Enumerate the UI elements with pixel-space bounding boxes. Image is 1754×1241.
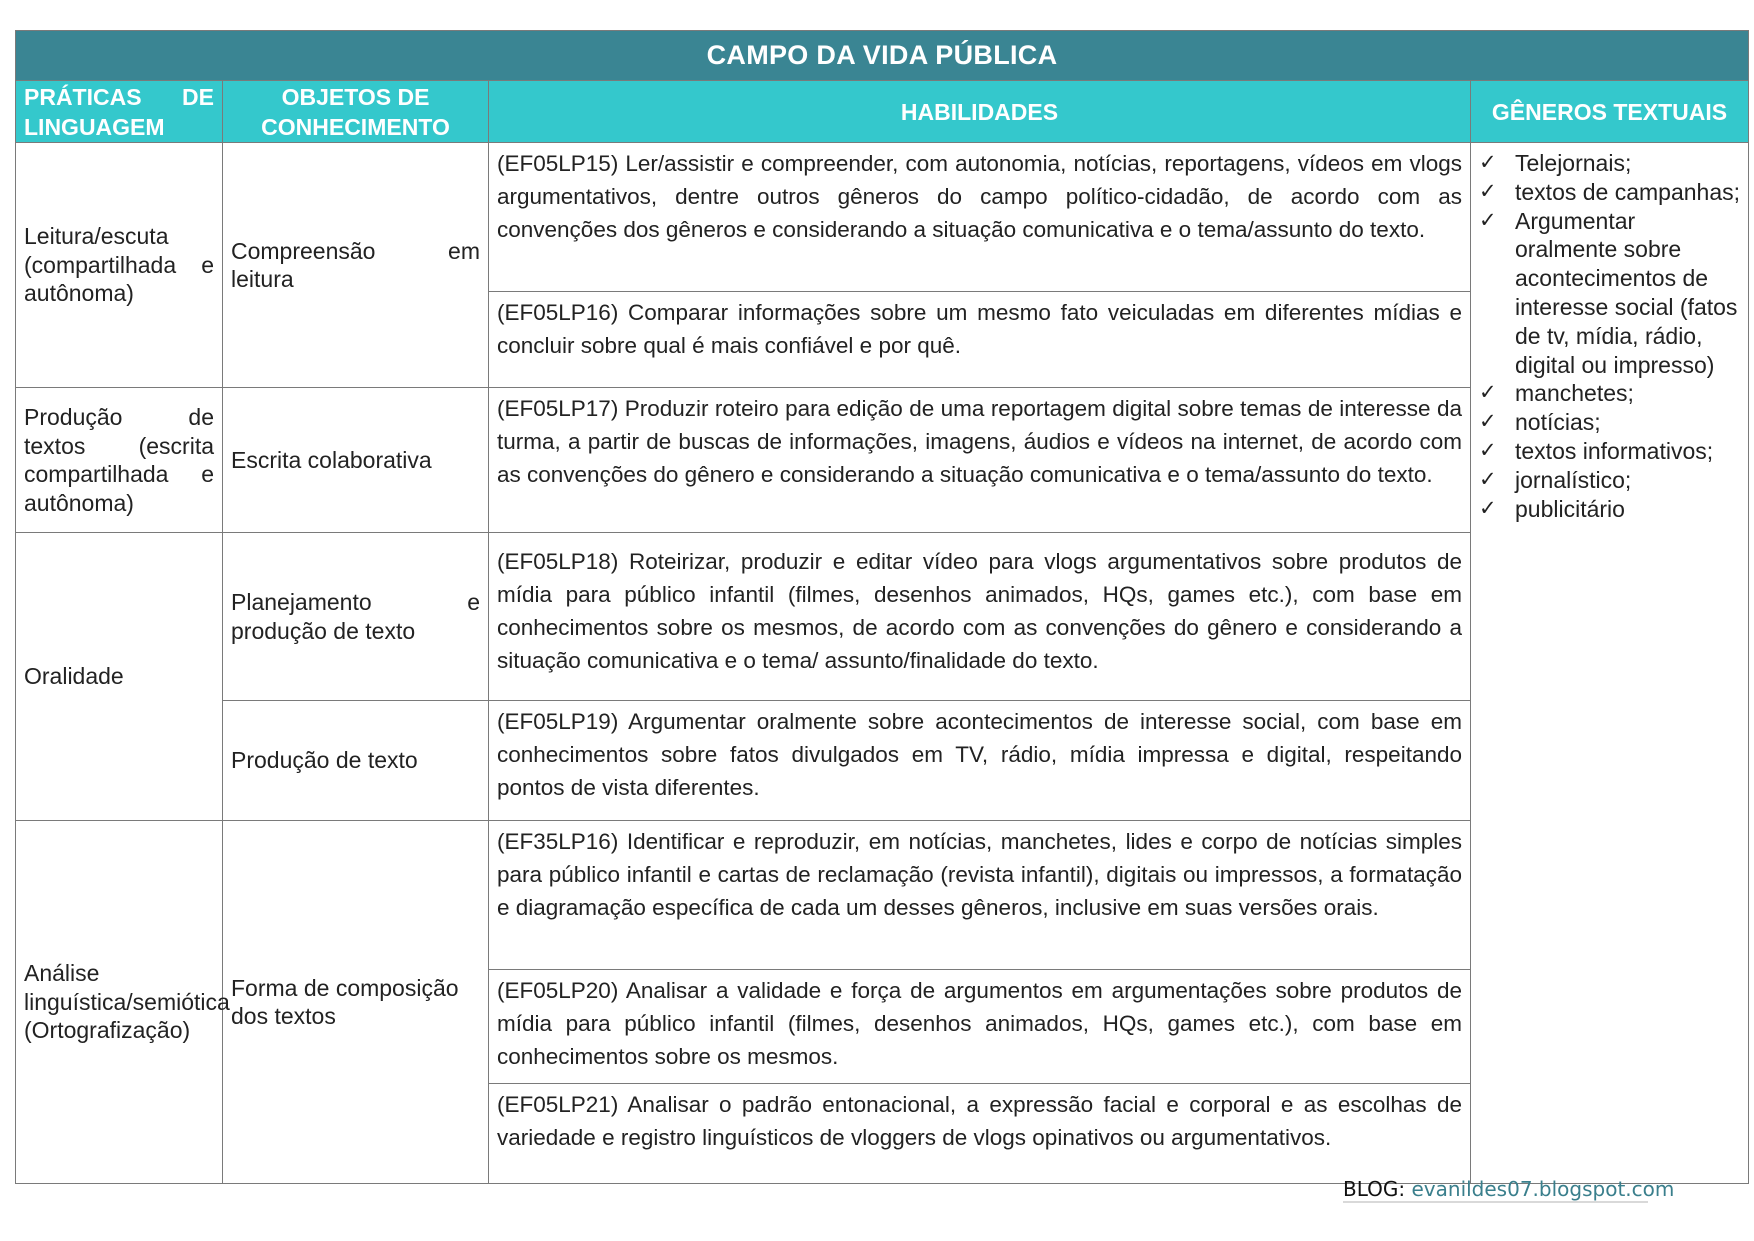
habilidade-ef05lp16: (EF05LP16) Comparar informações sobre um mesmo fato veiculadas em diferentes mídias e concluir sobre qual é mais confiável e por quê. xyxy=(489,292,1471,388)
habilidade-ef05lp21: (EF05LP21) Analisar o padrão entonacional, a expressão facial e corporal e as escolhas de variedade e registro linguísticos de vloggers de vlogs opinativos ou argumentativos. xyxy=(489,1084,1471,1184)
document-page xyxy=(15,30,1748,1184)
header-objetos: OBJETOS DE CONHECIMENTO xyxy=(223,81,489,143)
habilidade-ef05lp18: (EF05LP18) Roteirizar, produzir e editar vídeo para vlogs argumentativos sobre produtos de mídia para público infantil (filmes, desenhos animados, HQs, games etc.), com base em conhecimentos sobre os mesmos, de acordo com as convenções do gênero e considerando a situação comunicativa e o tema/ assunto/finalidade do texto. xyxy=(489,533,1471,701)
list-item: ✓ publicitário xyxy=(1479,495,1625,522)
list-item: ✓ jornalístico; xyxy=(1479,466,1632,493)
check-icon: ✓ xyxy=(1479,438,1497,462)
habilidade-ef05lp20: (EF05LP20) Analisar a validade e força de argumentos em argumentações sobre produtos de mídia para público infantil (filmes, desenhos animados, HQs, games etc.), com base em conhecimentos sobre os mesmos. xyxy=(489,970,1471,1084)
list-item: ✓ textos informativos; xyxy=(1479,437,1714,464)
check-icon: ✓ xyxy=(1479,208,1497,232)
generos-textuais-cell xyxy=(1471,143,1749,1184)
curriculum-table xyxy=(15,30,1749,1184)
header-generos: GÊNEROS TEXTUAIS xyxy=(1471,81,1749,143)
check-icon: ✓ xyxy=(1479,151,1497,174)
header-praticas: PRÁTICAS DE LINGUAGEM xyxy=(16,81,223,143)
generos-list xyxy=(1477,149,1742,523)
objeto-compreensao: Compreensão em leitura xyxy=(223,143,489,388)
pratica-analise: Análise linguística/semiótica (Ortografização) xyxy=(16,821,223,1184)
objeto-planejamento: Planejamento e produção de texto xyxy=(223,533,489,701)
list-item: ✓ Argumentar oralmente sobre acontecimentos de interesse social (fatos de tv, mídia, rádio, digital ou impresso) xyxy=(1479,207,1738,378)
check-icon: ✓ xyxy=(1479,410,1497,434)
check-icon: ✓ xyxy=(1479,381,1497,405)
pratica-leitura: Leitura/escuta (compartilhada e autônoma) xyxy=(16,143,223,388)
table-title: CAMPO DA VIDA PÚBLICA xyxy=(16,31,1749,81)
objeto-producao-texto: Produção de texto xyxy=(223,701,489,821)
habilidade-ef35lp16: (EF35LP16) Identificar e reproduzir, em notícias, manchetes, lides e corpo de notícias simples para público infantil e cartas de reclamação (revista infantil), digitais ou impressos, a formatação e diagramação específica de cada um desses gêneros, inclusive em suas versões orais. xyxy=(489,821,1471,970)
habilidade-ef05lp17: (EF05LP17) Produzir roteiro para edição de uma reportagem digital sobre temas de interesse da turma, a partir de buscas de informações, imagens, áudios e vídeos na internet, de acordo com as convenções do gênero e considerando a situação comunicativa e o tema/assunto do texto. xyxy=(489,388,1471,533)
header-habilidades: HABILIDADES xyxy=(489,81,1471,143)
habilidade-ef05lp15: (EF05LP15) Ler/assistir e compreender, com autonomia, notícias, reportagens, vídeos em vlogs argumentativos, dentre outros gêneros do campo político-cidadão, de acordo com as convenções dos gêneros e considerando a situação comunicativa e o tema/assunto do texto. xyxy=(489,143,1471,292)
list-item: ✓ manchetes; xyxy=(1479,380,1634,407)
check-icon: ✓ xyxy=(1479,179,1497,203)
check-icon: ✓ xyxy=(1479,496,1497,520)
blog-url-link[interactable]: evanildes07.blogspot.com xyxy=(1411,1177,1675,1201)
blog-label: BLOG: xyxy=(1343,1177,1406,1201)
pratica-oralidade: Oralidade xyxy=(16,533,223,821)
list-item: ✓ textos de campanhas; xyxy=(1479,178,1741,205)
habilidade-ef05lp19: (EF05LP19) Argumentar oralmente sobre acontecimentos de interesse social, com base em conhecimentos sobre fatos divulgados em TV, rádio, mídia impressa e digital, respeitando pontos de vista diferentes. xyxy=(489,701,1471,821)
check-icon: ✓ xyxy=(1479,467,1497,491)
footer-divider xyxy=(1343,1201,1648,1203)
objeto-forma-composicao: Forma de composição dos textos xyxy=(223,821,489,1184)
blog-footer xyxy=(1343,1177,1674,1201)
list-item: ✓ Telejornais; xyxy=(1479,150,1632,176)
pratica-producao: Produção de textos (escrita compartilhada e autônoma) xyxy=(16,388,223,533)
objeto-escrita: Escrita colaborativa xyxy=(223,388,489,533)
list-item: ✓ notícias; xyxy=(1479,409,1601,436)
